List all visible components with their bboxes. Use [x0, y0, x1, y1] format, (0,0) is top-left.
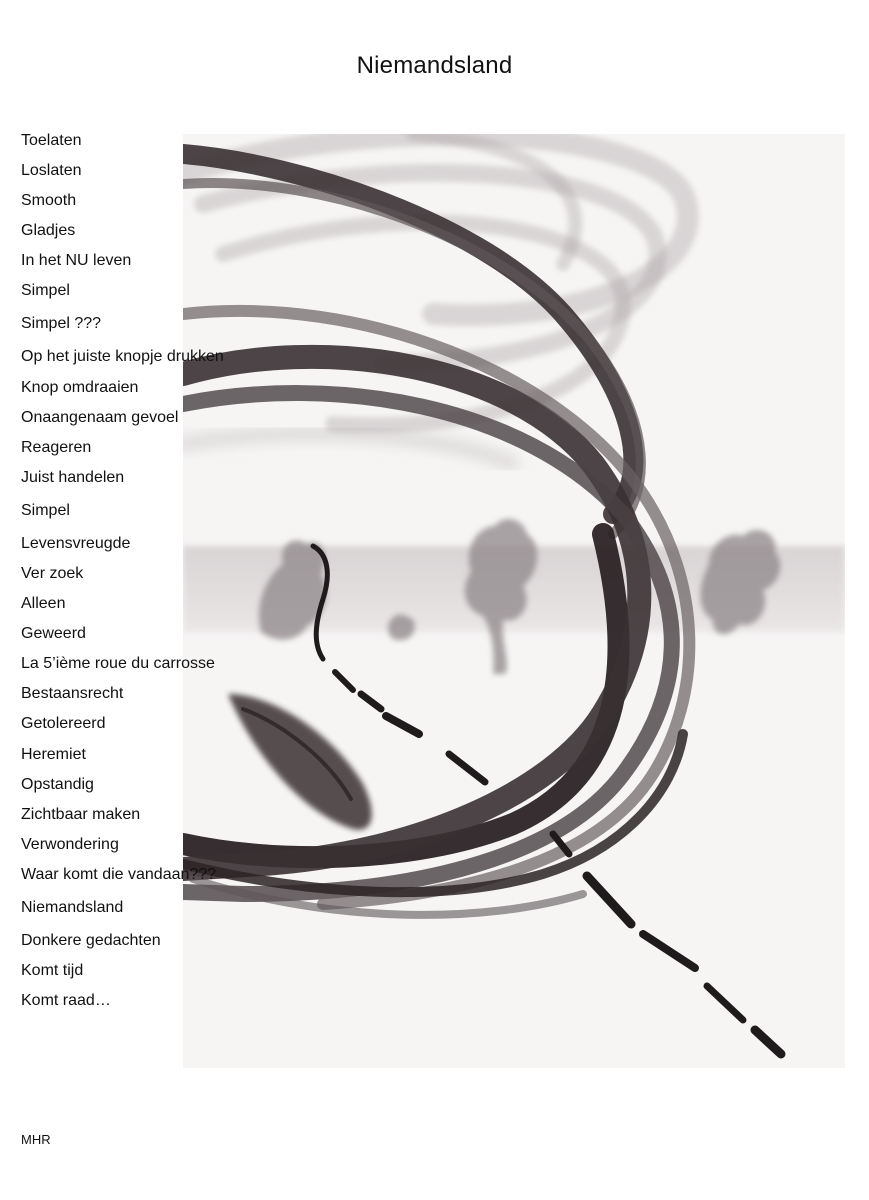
poem-line: Getolereerd [21, 715, 106, 733]
poem-line: Reageren [21, 438, 92, 456]
poem-line: Onaangenaam gevoel [21, 408, 179, 426]
poem-text [21, 130, 224, 1020]
poem-line: Gladjes [21, 222, 76, 240]
poem-line: Verwondering [21, 835, 119, 853]
poem-line: Opstandig [21, 775, 94, 793]
poem-line: Loslaten [21, 162, 82, 180]
poem-line: Ver zoek [21, 564, 84, 582]
poem-line: Simpel [21, 282, 70, 300]
poem-line: Geweerd [21, 625, 86, 643]
poem-line: Simpel ??? [21, 315, 102, 333]
poem-line: La 5’ième roue du carrosse [21, 655, 215, 673]
poem-line: Simpel [21, 501, 70, 519]
poem-line: Juist handelen [21, 468, 125, 486]
poem-line: Levensvreugde [21, 534, 131, 552]
poem-line: Toelaten [21, 132, 82, 149]
poem-line: Zichtbaar maken [21, 805, 141, 823]
ink-wash-illustration [183, 134, 845, 1068]
ink-painting-image [183, 134, 845, 1068]
poem-line: Op het juiste knopje drukken [21, 348, 224, 366]
poem-line: Alleen [21, 595, 66, 613]
poem-line: Heremiet [21, 745, 86, 763]
poem-line: In het NU leven [21, 252, 132, 270]
poem-line: Knop omdraaien [21, 378, 139, 396]
poem-line: Komt raad… [21, 992, 111, 1010]
poem-line: Bestaansrecht [21, 685, 124, 703]
poem-line: Waar komt die vandaan??? [21, 865, 217, 883]
author-signature: MHR [21, 1132, 51, 1147]
poem-line: Niemandsland [21, 898, 124, 916]
poem-line: Donkere gedachten [21, 931, 161, 949]
page-title: Niemandsland [356, 52, 513, 79]
poem-line: Smooth [21, 192, 77, 210]
poem-line: Komt tijd [21, 961, 84, 979]
